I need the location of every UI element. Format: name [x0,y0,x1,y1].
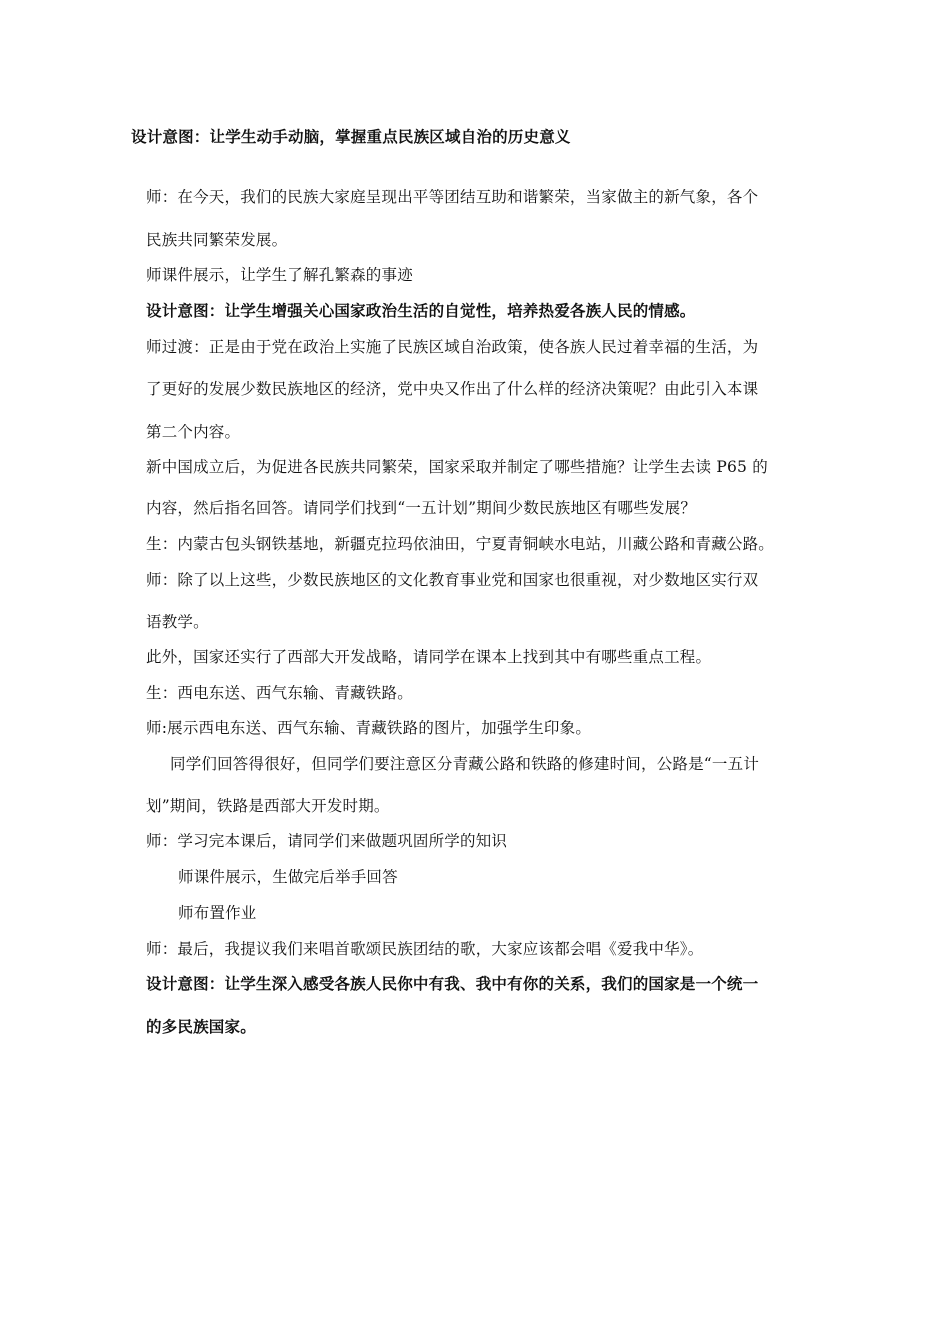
paragraph-line: 内容，然后指名回答。请同学们找到“一五计划”期间少数民族地区有哪些发展？ [146,499,697,517]
design-intent-3-continued: 的多民族国家。 [146,1018,256,1036]
paragraph-line: 语教学。 [146,613,209,631]
design-intent-3: 设计意图：让学生深入感受各族人民你中有我、我中有你的关系，我们的国家是一个统一 [146,975,759,993]
paragraph-line: 了更好的发展少数民族地区的经济，党中央又作出了什么样的经济决策呢？由此引入本课 [146,380,759,398]
paragraph-line: 生：西电东送、西气东输、青藏铁路。 [146,684,413,702]
paragraph-line: 新中国成立后，为促进各民族共同繁荣，国家采取并制定了哪些措施？让学生去读 P65 的 [146,458,768,476]
paragraph-line: 师:展示西电东送、西气东输、青藏铁路的图片，加强学生印象。 [146,719,592,737]
paragraph-line: 师：学习完本课后，请同学们来做题巩固所学的知识 [146,832,508,850]
paragraph-line: 生：内蒙古包头钢铁基地，新疆克拉玛依油田，宁夏青铜峡水电站，川藏公路和青藏公路。 [146,535,775,553]
paragraph-line: 划”期间，铁路是西部大开发时期。 [146,797,390,815]
paragraph-line: 师课件展示，让学生了解孔繁森的事迹 [146,266,413,284]
design-intent-2: 设计意图：让学生增强关心国家政治生活的自觉性，培养热爱各族人民的情感。 [146,302,696,320]
paragraph-line: 师课件展示，生做完后举手回答 [178,868,398,886]
design-intent-1: 设计意图：让学生动手动脑，掌握重点民族区域自治的历史意义 [131,128,571,146]
paragraph-line: 师：在今天，我们的民族大家庭呈现出平等团结互助和谐繁荣，当家做主的新气象，各个 [146,188,759,206]
paragraph-line: 师布置作业 [178,904,257,922]
paragraph-line: 同学们回答得很好，但同学们要注意区分青藏公路和铁路的修建时间，公路是“一五计 [170,755,760,773]
paragraph-line: 民族共同繁荣发展。 [146,231,288,249]
paragraph-line: 第二个内容。 [146,423,241,441]
paragraph-line: 此外，国家还实行了西部大开发战略，请同学在课本上找到其中有哪些重点工程。 [146,648,712,666]
paragraph-line: 师过渡：正是由于党在政治上实施了民族区域自治政策，使各族人民过着幸福的生活，为 [146,338,759,356]
paragraph-line: 师：除了以上这些，少数民族地区的文化教育事业党和国家也很重视，对少数地区实行双 [146,571,759,589]
paragraph-line: 师：最后，我提议我们来唱首歌颂民族团结的歌，大家应该都会唱《爱我中华》。 [146,940,704,958]
